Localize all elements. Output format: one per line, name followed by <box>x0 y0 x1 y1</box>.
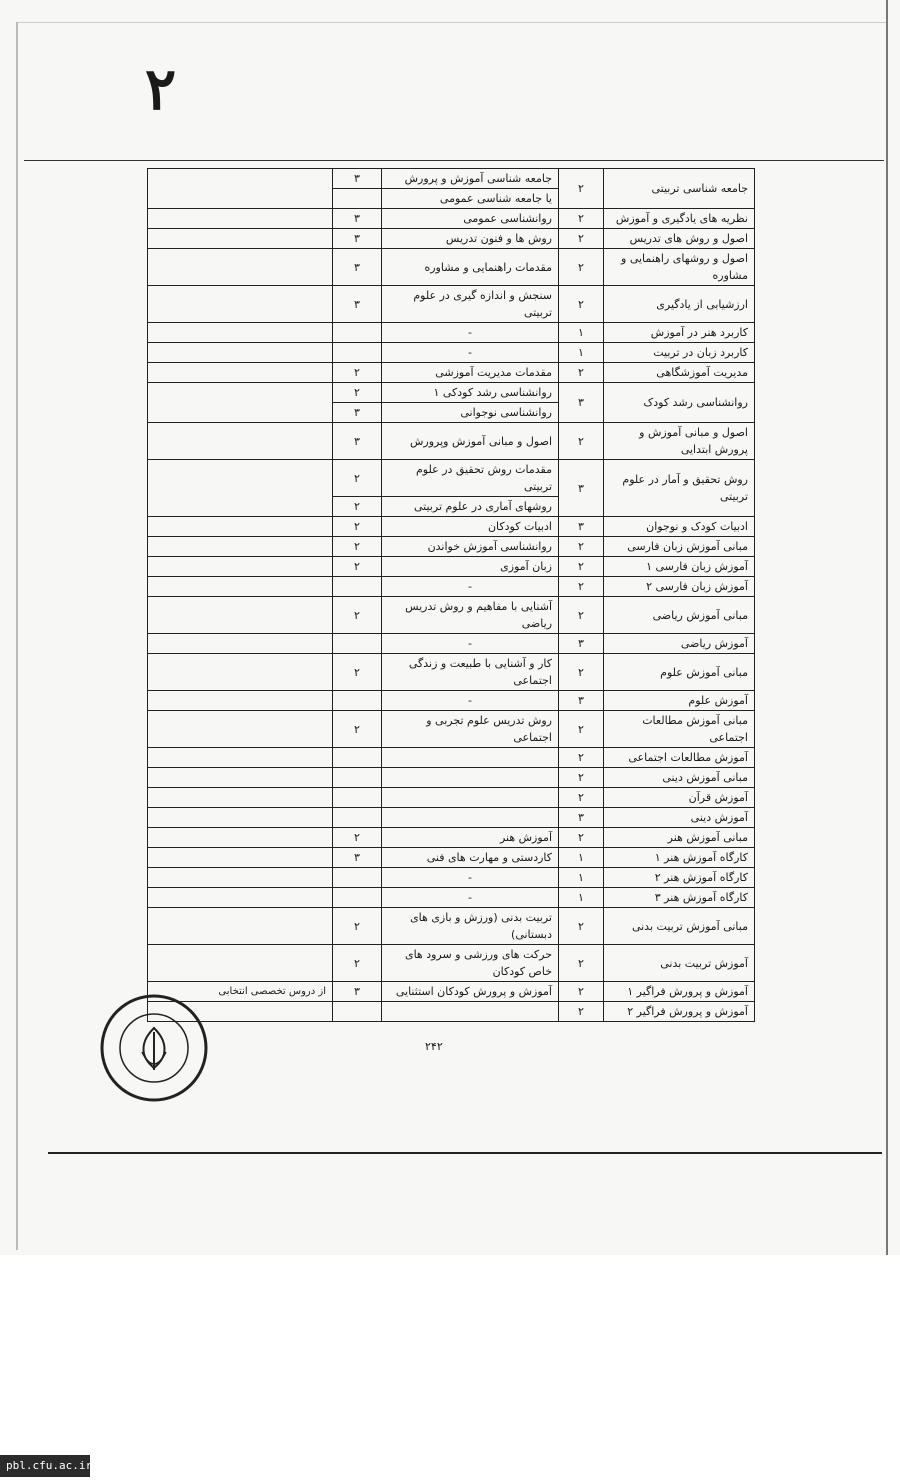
watermark: pbl.cfu.ac.ir <box>0 1455 90 1477</box>
prerequisite-units-cell: ۳ <box>333 169 382 189</box>
course-name-cell: کاربرد هنر در آموزش <box>604 323 755 343</box>
table-row <box>148 229 755 249</box>
course-name-cell: مدیریت آموزشگاهی <box>604 363 755 383</box>
course-name-cell: ادبیات کودک و نوجوان <box>604 517 755 537</box>
note-cell <box>148 229 333 249</box>
prerequisite-cell <box>382 788 559 808</box>
course-units-cell: ۱ <box>559 848 604 868</box>
note-cell <box>148 460 333 517</box>
divider-line <box>24 160 884 161</box>
note-cell <box>148 286 333 323</box>
course-name-cell: آموزش قرآن <box>604 788 755 808</box>
note-cell <box>148 828 333 848</box>
note-cell <box>148 888 333 908</box>
table-row <box>148 423 755 460</box>
course-units-cell: ۱ <box>559 868 604 888</box>
prerequisite-units-cell: ۳ <box>333 982 382 1002</box>
course-name-cell: جامعه شناسی تربیتی <box>604 169 755 209</box>
table-row <box>148 249 755 286</box>
course-units-cell: ۲ <box>559 748 604 768</box>
table-row <box>148 634 755 654</box>
note-cell <box>148 654 333 691</box>
course-units-cell: ۲ <box>559 654 604 691</box>
prerequisite-units-cell <box>333 691 382 711</box>
course-units-cell: ۳ <box>559 691 604 711</box>
course-units-cell: ۲ <box>559 249 604 286</box>
course-name-cell: آموزش ریاضی <box>604 634 755 654</box>
course-name-cell: آموزش علوم <box>604 691 755 711</box>
course-units-cell: ۲ <box>559 828 604 848</box>
prerequisite-units-cell <box>333 788 382 808</box>
prerequisite-units-cell: ۳ <box>333 249 382 286</box>
note-cell <box>148 788 333 808</box>
note-cell <box>148 363 333 383</box>
table-row <box>148 848 755 868</box>
prerequisite-cell: روانشناسی عمومی <box>382 209 559 229</box>
handwritten-page-number: ۲ <box>145 55 177 123</box>
prerequisite-units-cell <box>333 748 382 768</box>
course-units-cell: ۱ <box>559 323 604 343</box>
table-row <box>148 808 755 828</box>
note-cell <box>148 323 333 343</box>
prerequisite-units-cell <box>333 808 382 828</box>
course-name-cell: مبانی آموزش زبان فارسی <box>604 537 755 557</box>
table-row <box>148 577 755 597</box>
table-row <box>148 868 755 888</box>
note-cell <box>148 848 333 868</box>
scan-edge <box>18 22 888 23</box>
course-name-cell: مبانی آموزش تربیت بدنی <box>604 908 755 945</box>
note-cell <box>148 808 333 828</box>
scan-edge <box>886 0 888 1255</box>
table-row <box>148 343 755 363</box>
course-name-cell: اصول و مبانی آموزش و پرورش ابتدایی <box>604 423 755 460</box>
prerequisite-cell: مقدمات مدیریت آموزشی <box>382 363 559 383</box>
prerequisite-cell: زبان آموزی <box>382 557 559 577</box>
course-units-cell: ۲ <box>559 711 604 748</box>
course-units-cell: ۲ <box>559 982 604 1002</box>
page-number: ۲۴۲ <box>425 1040 443 1053</box>
prerequisite-units-cell: ۲ <box>333 828 382 848</box>
course-name-cell: مبانی آموزش دینی <box>604 768 755 788</box>
prerequisite-cell: - <box>382 888 559 908</box>
prerequisite-cell: جامعه شناسی آموزش و پرورش <box>382 169 559 189</box>
course-units-cell: ۲ <box>559 908 604 945</box>
course-name-cell: آموزش زبان فارسی ۱ <box>604 557 755 577</box>
note-cell <box>148 517 333 537</box>
course-name-cell: آموزش زبان فارسی ۲ <box>604 577 755 597</box>
note-cell <box>148 249 333 286</box>
table-row <box>148 768 755 788</box>
course-units-cell: ۲ <box>559 597 604 634</box>
note-cell <box>148 908 333 945</box>
course-units-cell: ۲ <box>559 557 604 577</box>
note-cell <box>148 169 333 209</box>
table-row <box>148 460 755 497</box>
prerequisite-cell: آموزش هنر <box>382 828 559 848</box>
course-units-cell: ۲ <box>559 1002 604 1022</box>
course-units-cell: ۱ <box>559 343 604 363</box>
course-units-cell: ۳ <box>559 634 604 654</box>
course-units-cell: ۱ <box>559 888 604 908</box>
prerequisite-cell: یا جامعه شناسی عمومی <box>382 189 559 209</box>
prerequisite-units-cell: ۳ <box>333 229 382 249</box>
table-row <box>148 788 755 808</box>
prerequisite-cell <box>382 1002 559 1022</box>
course-units-cell: ۲ <box>559 169 604 209</box>
prerequisite-units-cell <box>333 634 382 654</box>
prerequisite-units-cell: ۲ <box>333 597 382 634</box>
course-units-cell: ۳ <box>559 517 604 537</box>
table-row <box>148 363 755 383</box>
prerequisite-units-cell: ۲ <box>333 557 382 577</box>
prerequisite-cell: - <box>382 634 559 654</box>
prerequisite-cell: - <box>382 577 559 597</box>
prerequisite-cell: سنجش و اندازه گیری در علوم تربیتی <box>382 286 559 323</box>
course-units-cell: ۲ <box>559 768 604 788</box>
table-row <box>148 691 755 711</box>
note-cell <box>148 557 333 577</box>
table-row <box>148 711 755 748</box>
course-units-cell: ۲ <box>559 363 604 383</box>
note-cell <box>148 691 333 711</box>
course-name-cell: اصول و روشهای راهنمایی و مشاوره <box>604 249 755 286</box>
prerequisite-cell: مقدمات روش تحقیق در علوم تربیتی <box>382 460 559 497</box>
course-name-cell: آموزش تربیت بدنی <box>604 945 755 982</box>
prerequisite-units-cell: ۲ <box>333 460 382 497</box>
course-name-cell: آموزش و پرورش فراگیر ۱ <box>604 982 755 1002</box>
course-units-cell: ۲ <box>559 229 604 249</box>
prerequisite-units-cell: ۲ <box>333 517 382 537</box>
prerequisite-cell: - <box>382 323 559 343</box>
prerequisite-units-cell: ۳ <box>333 286 382 323</box>
prerequisite-cell: آموزش و پرورش کودکان استثنایی <box>382 982 559 1002</box>
prerequisite-units-cell: ۳ <box>333 848 382 868</box>
prerequisite-units-cell: ۲ <box>333 497 382 517</box>
prerequisite-cell: حرکت های ورزشی و سرود های خاص کودکان <box>382 945 559 982</box>
note-cell <box>148 423 333 460</box>
course-name-cell: اصول و روش های تدریس <box>604 229 755 249</box>
note-cell <box>148 748 333 768</box>
prerequisite-units-cell <box>333 768 382 788</box>
prerequisite-cell: کاردستی و مهارت های فنی <box>382 848 559 868</box>
prerequisite-units-cell <box>333 189 382 209</box>
course-units-cell: ۲ <box>559 209 604 229</box>
course-name-cell: روانشناسی رشد کودک <box>604 383 755 423</box>
prerequisite-cell: - <box>382 343 559 363</box>
prerequisite-cell: تربیت بدنی (ورزش و بازی های دبستانی) <box>382 908 559 945</box>
course-name-cell: آموزش دینی <box>604 808 755 828</box>
prerequisite-cell: ادبیات کودکان <box>382 517 559 537</box>
prerequisite-units-cell <box>333 888 382 908</box>
table-row <box>148 982 755 1002</box>
course-name-cell: روش تحقیق و آمار در علوم تربیتی <box>604 460 755 517</box>
note-cell <box>148 383 333 423</box>
prerequisite-cell <box>382 748 559 768</box>
table-row <box>148 517 755 537</box>
table-row <box>148 888 755 908</box>
course-name-cell: آموزش و پرورش فراگیر ۲ <box>604 1002 755 1022</box>
prerequisite-units-cell: ۲ <box>333 383 382 403</box>
table-row <box>148 383 755 403</box>
prerequisite-cell: روانشناسی نوجوانی <box>382 403 559 423</box>
prerequisite-cell <box>382 808 559 828</box>
table-row <box>148 286 755 323</box>
prerequisite-cell: روانشناسی آموزش خواندن <box>382 537 559 557</box>
prerequisite-cell: آشنایی با مفاهیم و روش تدریس ریاضی <box>382 597 559 634</box>
table-row <box>148 1002 755 1022</box>
note-cell: از دروس تخصصی انتخابی <box>148 982 333 1002</box>
table-row <box>148 537 755 557</box>
prerequisite-table <box>147 168 755 1022</box>
table-row <box>148 748 755 768</box>
course-name-cell: مبانی آموزش علوم <box>604 654 755 691</box>
note-cell <box>148 868 333 888</box>
course-name-cell: کارگاه آموزش هنر ۱ <box>604 848 755 868</box>
course-name-cell: آموزش مطالعات اجتماعی <box>604 748 755 768</box>
divider-line <box>48 1152 882 1154</box>
prerequisite-units-cell: ۲ <box>333 654 382 691</box>
course-units-cell: ۲ <box>559 577 604 597</box>
note-cell <box>148 711 333 748</box>
prerequisite-units-cell: ۲ <box>333 363 382 383</box>
prerequisite-cell: روشهای آماری در علوم تربیتی <box>382 497 559 517</box>
note-cell <box>148 634 333 654</box>
course-units-cell: ۲ <box>559 788 604 808</box>
course-name-cell: مبانی آموزش ریاضی <box>604 597 755 634</box>
prerequisite-cell: مقدمات راهنمایی و مشاوره <box>382 249 559 286</box>
scan-edge <box>16 22 18 1250</box>
ministry-stamp <box>98 992 210 1104</box>
course-units-cell: ۲ <box>559 537 604 557</box>
prerequisite-units-cell <box>333 323 382 343</box>
note-cell <box>148 537 333 557</box>
note-cell <box>148 945 333 982</box>
table-row <box>148 169 755 189</box>
table-row <box>148 209 755 229</box>
prerequisite-units-cell: ۳ <box>333 209 382 229</box>
table-row <box>148 828 755 848</box>
course-units-cell: ۳ <box>559 383 604 423</box>
prerequisite-cell: - <box>382 868 559 888</box>
table-row <box>148 557 755 577</box>
course-units-cell: ۲ <box>559 286 604 323</box>
course-name-cell: کاربرد زبان در تربیت <box>604 343 755 363</box>
prerequisite-cell: اصول و مبانی آموزش وپرورش <box>382 423 559 460</box>
course-units-cell: ۲ <box>559 945 604 982</box>
prerequisite-units-cell: ۲ <box>333 908 382 945</box>
prerequisite-units-cell <box>333 1002 382 1022</box>
table-row <box>148 597 755 634</box>
prerequisite-units-cell: ۲ <box>333 945 382 982</box>
course-units-cell: ۳ <box>559 460 604 517</box>
course-name-cell: ارزشیابی از یادگیری <box>604 286 755 323</box>
prerequisite-cell: روش تدریس علوم تجربی و اجتماعی <box>382 711 559 748</box>
prerequisite-units-cell <box>333 868 382 888</box>
table-row <box>148 654 755 691</box>
course-name-cell: مبانی آموزش هنر <box>604 828 755 848</box>
table-row <box>148 323 755 343</box>
prerequisite-units-cell: ۳ <box>333 403 382 423</box>
note-cell <box>148 209 333 229</box>
prerequisite-units-cell: ۳ <box>333 423 382 460</box>
course-name-cell: کارگاه آموزش هنر ۳ <box>604 888 755 908</box>
prerequisite-units-cell: ۲ <box>333 711 382 748</box>
prerequisite-units-cell: ۲ <box>333 537 382 557</box>
prerequisite-cell: روش ها و فنون تدریس <box>382 229 559 249</box>
note-cell <box>148 768 333 788</box>
note-cell <box>148 343 333 363</box>
prerequisite-units-cell <box>333 343 382 363</box>
table-row <box>148 945 755 982</box>
prerequisite-cell: - <box>382 691 559 711</box>
prerequisite-units-cell <box>333 577 382 597</box>
note-cell <box>148 597 333 634</box>
course-units-cell: ۳ <box>559 808 604 828</box>
prerequisite-cell: روانشناسی رشد کودکی ۱ <box>382 383 559 403</box>
prerequisite-cell: کار و آشنایی با طبیعت و زندگی اجتماعی <box>382 654 559 691</box>
course-units-cell: ۲ <box>559 423 604 460</box>
prerequisite-cell <box>382 768 559 788</box>
course-name-cell: کارگاه آموزش هنر ۲ <box>604 868 755 888</box>
table-row <box>148 908 755 945</box>
note-cell <box>148 577 333 597</box>
course-name-cell: مبانی آموزش مطالعات اجتماعی <box>604 711 755 748</box>
course-name-cell: نظریه های یادگیری و آموزش <box>604 209 755 229</box>
